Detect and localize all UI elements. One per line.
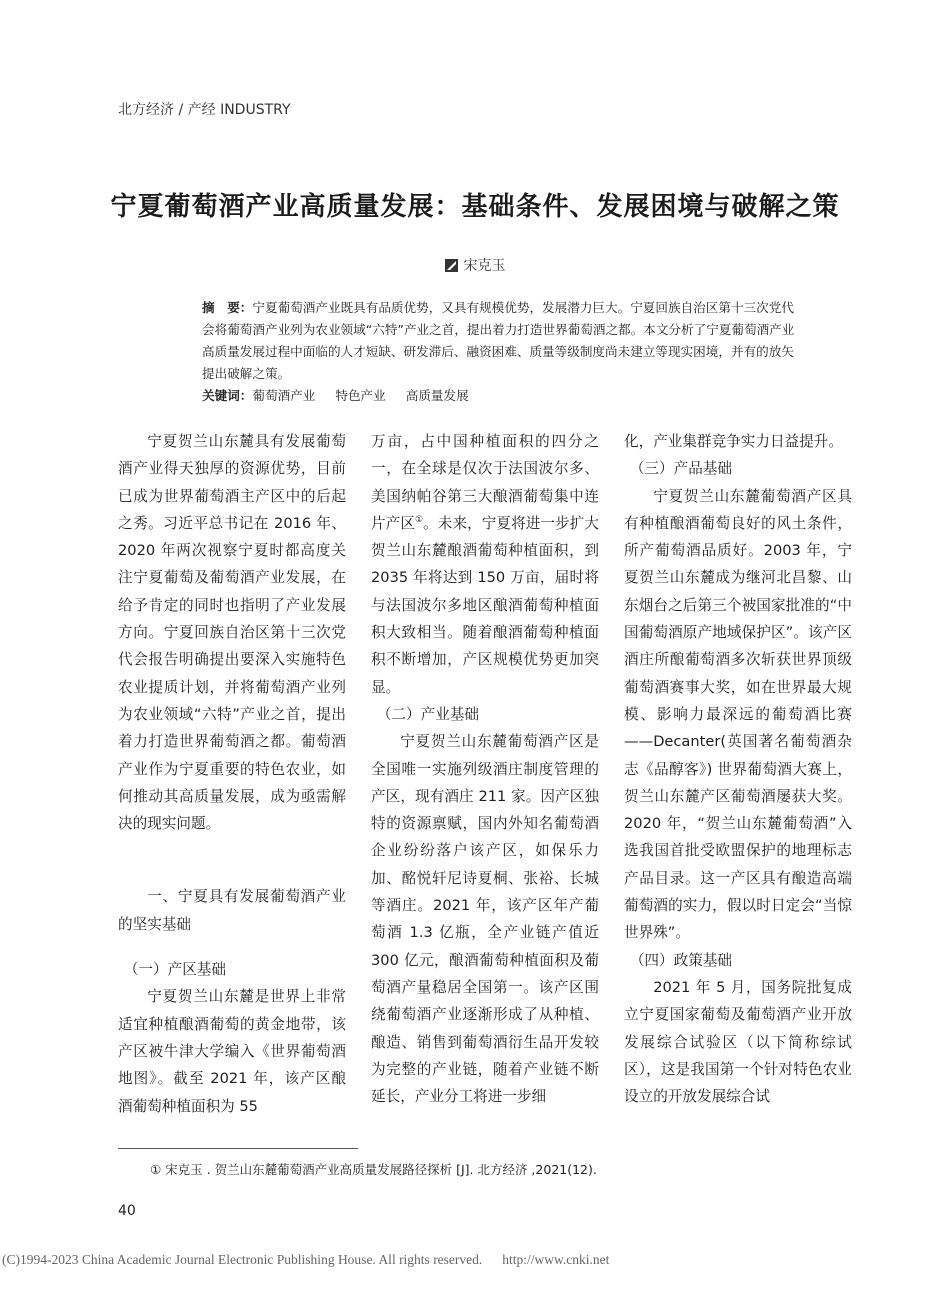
subsection-heading: （四）政策基础 [629, 951, 732, 969]
footnote-divider [118, 1148, 358, 1149]
keyword: 高质量发展 [405, 388, 469, 403]
cnki-link[interactable]: http://www.cnki.net [502, 1252, 610, 1267]
intro-paragraph: 宁夏贺兰山东麓具有发展葡萄酒产业得天独厚的资源优势，目前已成为世界葡萄酒主产区中的后起之秀。习近平总书记在 2016 年、2020 年两次视察宁夏时都高度关注宁夏葡萄及葡萄酒产业发展，在给予肯定的同时也指明了产业发展方向。宁夏回族自治区第十三次党代会报告明确提出要深入实施特色农业提质计划，并将葡萄酒产业列为农业领域“六特”产业之首，提出着力打造世界葡萄酒之都。葡萄酒产业作为宁夏重要的特色农业，如何推动其高质量发展，成为亟需解决的现实问题。 [118, 433, 346, 833]
pen-icon [445, 259, 458, 276]
article-title: 宁夏葡萄酒产业高质量发展：基础条件、发展困境与破解之策 [110, 192, 840, 222]
body-text: 。未来，宁夏将进一步扩大贺兰山东麓酿酒葡萄种植面积，到 2035 年将达到 150 万亩，届时将与法国波尔多地区酿酒葡萄种植面积大致相当。随着酿酒葡萄种植面积不断增加，产区规模优势更加突显。 [371, 514, 599, 696]
abstract-label: 摘 要： [202, 300, 253, 315]
body-column-3 [624, 428, 852, 1110]
abstract-text: 宁夏葡萄酒产业既具有品质优势，又具有规模优势，发展潜力巨大。宁夏回族自治区第十三次党代会将葡萄酒产业列为农业领域“六特”产业之首，提出着力打造世界葡萄酒之都。本文分析了宁夏葡萄酒产业高质量发展过程中面临的人才短缺、研发滞后、融资困难、质量等级制度尚未建立等现实困境，并有的放矢提出破解之策。 [202, 300, 795, 381]
body-paragraph: 宁夏贺兰山东麓葡萄酒产区是全国唯一实施列级酒庄制度管理的产区，现有酒庄 211 家。因产区独特的资源禀赋，国内外知名葡萄酒企业纷纷落户该产区，如保乐力加、酩悦轩尼诗夏桐、张裕、长城等酒庄。2021 年，该产区年产葡萄酒 1.3 亿瓶，全产业链产值近 300 亿元，酿酒葡萄种植面积及葡萄酒产量稳居全国第一。该产区围绕葡萄酒产业逐渐形成了从种植、酿造、销售到葡萄酒衍生品开发较为完整的产业链，随着产业链不断延长，产业分工将进一步细 [371, 733, 599, 1106]
keyword: 特色产业 [335, 388, 386, 403]
body-text: 万亩，占中国种植面积的四分之一，在全球是仅次于法国波尔多、美国纳帕谷第三大酿酒葡萄集中连片产区 [371, 433, 599, 532]
abstract-paragraph [202, 297, 800, 385]
abstract-block [202, 297, 800, 407]
subsection-heading: （二）产业基础 [376, 705, 479, 723]
section-heading-1: 一、宁夏具有发展葡萄酒产业的坚实基础 [118, 888, 346, 933]
body-paragraph: 宁夏贺兰山东麓葡萄酒产区具有种植酿酒葡萄良好的风土条件，所产葡萄酒品质好。2003 年，宁夏贺兰山东麓成为继河北昌黎、山东烟台之后第三个被国家批准的“中国葡萄酒原产地域保护区”。该产区酒庄所酿葡萄酒多次斩获世界顶级葡萄酒赛事大奖，如在世界最大规模、影响力最深远的葡萄酒比赛——Decanter(英国著名葡萄酒杂志《品醇客》) 世界葡萄酒大赛上，贺兰山东麓产区葡萄酒屡获大奖。2020 年，“贺兰山东麓葡萄酒”入选我国首批受欧盟保护的地理标志产品目录。这一产区具有酿造高端葡萄酒的实力，假以时日定会“当惊世界殊”。 [624, 487, 852, 942]
footnote: ① 宋克玉 . 贺兰山东麓葡萄酒产业高质量发展路径探析 [J]. 北方经济 ,2021(12). [150, 1162, 597, 1177]
footnote-ref: ① [414, 514, 424, 525]
author-line [0, 255, 950, 276]
body-paragraph: 化，产业集群竞争实力日益提升。 [624, 433, 843, 450]
subsection-heading: （一）产区基础 [123, 961, 226, 979]
body-column-1 [118, 428, 346, 1120]
author-name: 宋克玉 [463, 258, 506, 274]
page-number: 40 [118, 1203, 136, 1219]
copyright-line [2, 1252, 609, 1268]
copyright-text: (C)1994-2023 China Academic Journal Electronic Publishing House. All rights reserved. [2, 1252, 483, 1267]
keywords-label: 关键词： [202, 388, 253, 403]
journal-header: 北方经济 / 产经 INDUSTRY [118, 102, 291, 118]
body-paragraph: 2021 年 5 月，国务院批复成立宁夏国家葡萄及葡萄酒产业开放发展综合试验区（以下简称综试区），这是我国第一个针对特色农业设立的开放发展综合试 [624, 978, 852, 1106]
body-paragraph [371, 428, 599, 701]
keyword: 葡萄酒产业 [252, 388, 316, 403]
subsection-heading: （三）产品基础 [629, 460, 732, 478]
body-paragraph: 宁夏贺兰山东麓是世界上非常适宜种植酿酒葡萄的黄金地带，该产区被牛津大学编入《世界葡萄酒地图》。截至 2021 年，该产区酿酒葡萄种植面积为 55 [118, 988, 346, 1115]
body-column-2 [371, 428, 599, 1110]
keywords-line [202, 385, 800, 407]
